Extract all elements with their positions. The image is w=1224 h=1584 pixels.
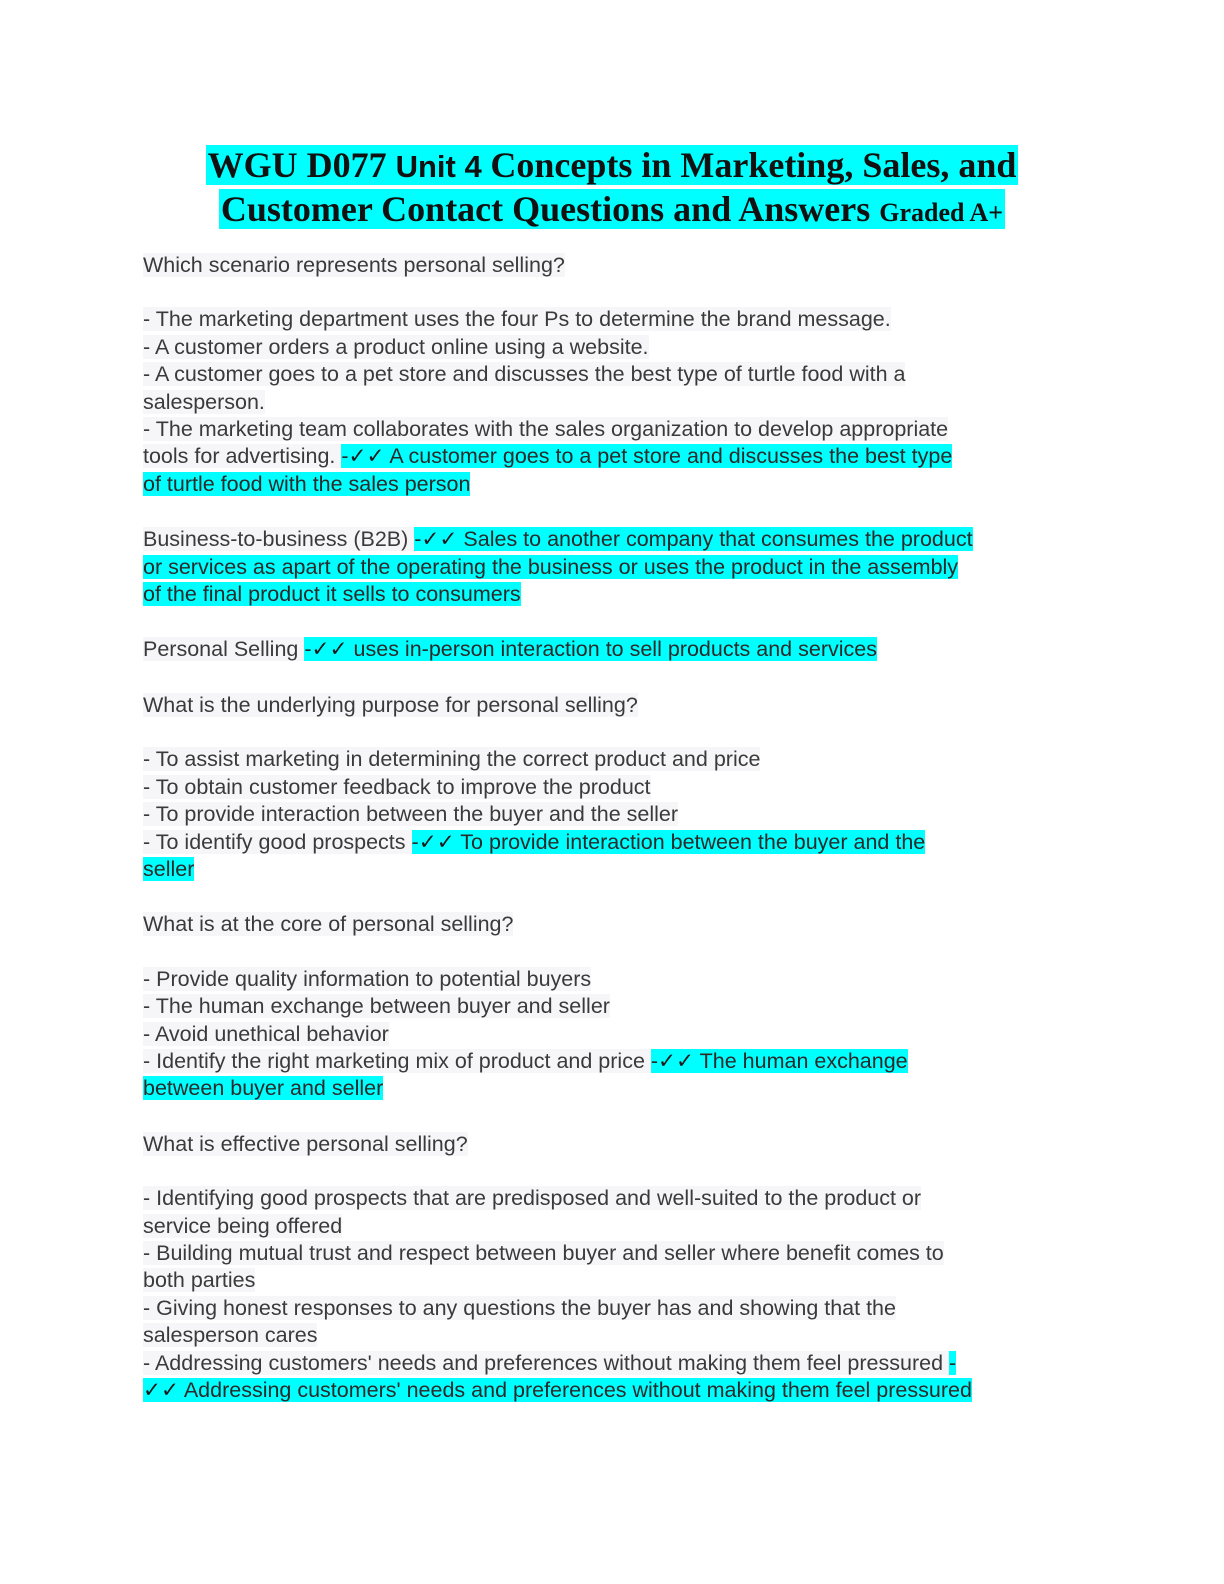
option-line: - To obtain customer feedback to improve the product: [143, 774, 651, 799]
checkmark-icon: ✓✓: [348, 444, 385, 469]
answer-highlight: -✓✓ uses in-person interaction to sell products and services: [304, 637, 877, 662]
term-text: Personal Selling: [143, 637, 305, 662]
option-line: - Avoid unethical behavior: [143, 1021, 389, 1046]
option-line: salesperson cares: [143, 1323, 318, 1348]
answer-line: [143, 1377, 1083, 1404]
question-text: What is effective personal selling?: [143, 1131, 468, 1156]
option-line: - A customer orders a product online using a website.: [143, 334, 649, 359]
answer-highlight: -✓✓ The human exchange: [650, 1048, 908, 1073]
checkmark-icon: ✓✓: [311, 637, 348, 662]
question-text: Which scenario represents personal selling?: [143, 253, 565, 277]
title-course-code: WGU D077: [207, 145, 396, 185]
checkmark-icon: ✓✓: [421, 527, 458, 552]
option-line: - The human exchange between buyer and seller: [143, 994, 610, 1019]
answer-highlight: between buyer and seller: [143, 1076, 384, 1101]
answer-line: [143, 856, 1083, 883]
option-line: - The marketing department uses the four Ps to determine the brand message.: [143, 307, 891, 332]
answer-line: [143, 554, 1083, 581]
answer-highlight: -: [949, 1350, 957, 1375]
qa-block-5: [143, 911, 1083, 1102]
option-line: - A customer goes to a pet store and discusses the best type of turtle food with a: [143, 362, 906, 387]
option-line: salesperson.: [143, 389, 265, 414]
title-grade: Graded A+: [879, 198, 1004, 227]
answer-highlight: -✓✓ A customer goes to a pet store and discusses the best type: [341, 444, 953, 469]
checkmark-icon: ✓✓: [658, 1048, 695, 1073]
answer-highlight: of the final product it sells to consumers: [143, 582, 521, 607]
answer-line: [143, 1075, 1083, 1102]
option-line: service being offered: [143, 1213, 343, 1238]
option-line: - Provide quality information to potential buyers: [143, 966, 592, 991]
option-line: both parties: [143, 1268, 256, 1293]
document-body: [143, 252, 1083, 1432]
option-line: - To assist marketing in determining the correct product and price: [143, 747, 761, 772]
checkmark-icon: ✓✓: [143, 1378, 180, 1402]
term-answer-line: [143, 636, 1083, 663]
answer-highlight: of turtle food with the sales person: [143, 471, 471, 496]
answer-highlight: or services as apart of the operating the business or uses the product in the assembly: [143, 554, 959, 579]
question-text: What is the underlying purpose for personal selling?: [143, 692, 638, 717]
option-answer-line: tools for advertising. -✓✓ A customer goes to a pet store and discusses the best type: [143, 444, 953, 469]
qa-block-6: [143, 1131, 1083, 1405]
title-line-1: [206, 145, 1019, 185]
answer-line: [143, 581, 1083, 608]
title-topic: Concepts in Marketing, Sales, and: [490, 145, 1017, 185]
answer-highlight: ✓✓ Addressing customers' needs and preferences without making them feel pressured: [143, 1378, 972, 1402]
qa-block-1: [143, 252, 1083, 498]
term-answer-line: [143, 526, 1083, 553]
option-line: - Identifying good prospects that are predisposed and well-suited to the product or: [143, 1186, 922, 1211]
answer-highlight: -✓✓ Sales to another company that consumes the product: [414, 527, 973, 552]
title-line-2: [219, 189, 1005, 229]
title-subtitle: Customer Contact Questions and Answers: [220, 189, 880, 229]
option-line: - To provide interaction between the buyer and the seller: [143, 802, 679, 827]
checkmark-icon: ✓✓: [418, 829, 455, 854]
page-title: [0, 144, 1224, 234]
title-unit: Unit 4: [395, 149, 491, 184]
term-text: Business-to-business (B2B): [143, 527, 415, 552]
answer-highlight: seller: [143, 856, 195, 881]
answer-highlight: -✓✓ To provide interaction between the buyer and the: [411, 829, 926, 854]
qa-block-4: [143, 692, 1083, 883]
question-text: What is at the core of personal selling?: [143, 912, 514, 937]
option-line: - Giving honest responses to any questions the buyer has and showing that the: [143, 1295, 896, 1320]
option-answer-line: - Addressing customers' needs and preferences without making them feel pressured -: [143, 1350, 957, 1375]
option-answer-line: - To identify good prospects -✓✓ To provide interaction between the buyer and the: [143, 829, 926, 854]
option-answer-line: - Identify the right marketing mix of product and price -✓✓ The human exchange: [143, 1048, 908, 1073]
qa-block-2: [143, 526, 1083, 608]
option-line: - Building mutual trust and respect between buyer and seller where benefit comes to: [143, 1240, 944, 1265]
option-line: - The marketing team collaborates with the sales organization to develop appropriate: [143, 417, 949, 442]
answer-line: [143, 471, 1083, 498]
qa-block-3: [143, 636, 1083, 663]
